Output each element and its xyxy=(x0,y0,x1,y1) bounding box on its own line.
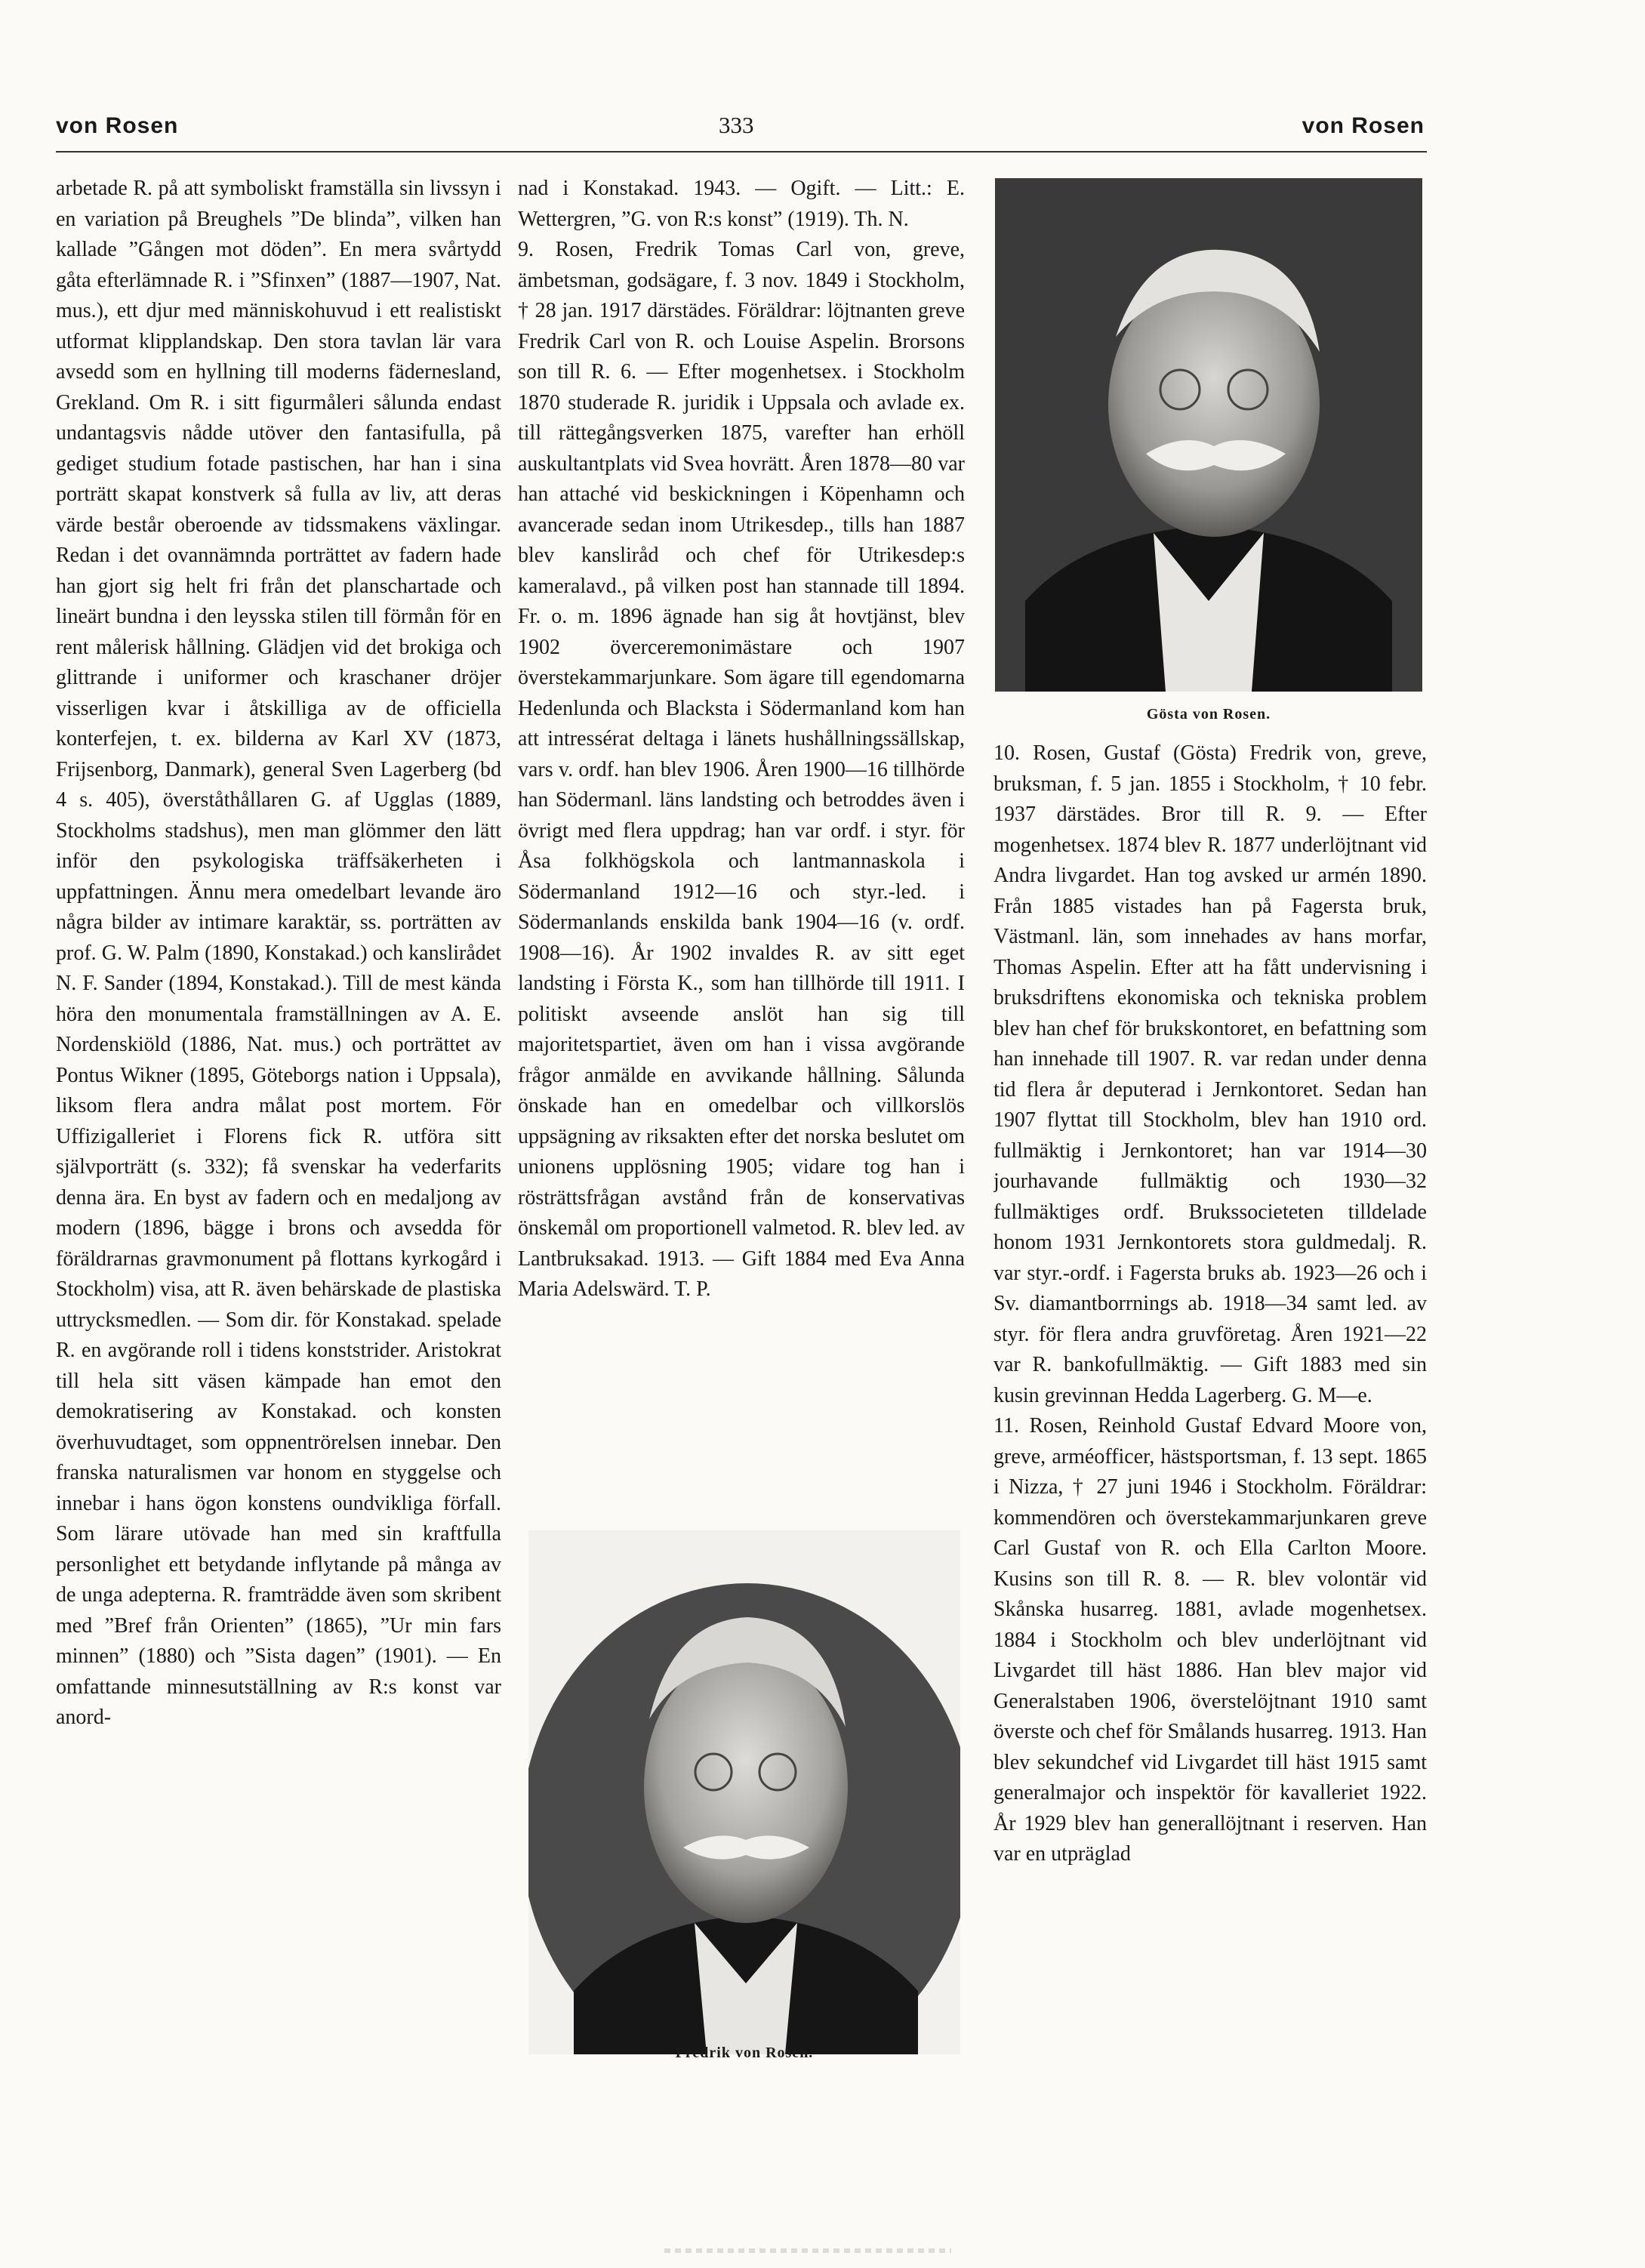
running-header-left: von Rosen xyxy=(56,113,179,138)
portrait-photo-gosta xyxy=(995,178,1422,692)
caption-gosta: Gösta von Rosen. xyxy=(1146,706,1271,723)
text-column-3: 10. Rosen, Gustaf (Gösta) Fredrik von, greve, bruksman, f. 5 jan. 1855 i Stockholm, † 10 febr. 1937 därstädes. Bror till R. 9. — Efter mogenhetsex. 1874 blev R. 1877 underlöjtnant vid Andra livgardet. Han tog avsked ur armén 1890. Från 1885 vistades han på Fagersta bruk, Västmanl. län, som innehades av hans morfar, Thomas Aspelin. Efter att ha fått undervisning i bruksdriftens ekonomiska och tekniska problem blev han chef för brukskontoret, en befattning som han innehade till 1907. R. var redan under denna tid flera år deputerad i Jernkontoret. Sedan han 1907 flyttat till Stockholm, blev han 1910 ord. fullmäktig i Jernkontoret; han var 1914—30 jourhavande fullmäktig och 1930—32 fullmäktiges ordf. Brukssocieteten tilldelade honom 1931 Jernkontorets stora guldmedalj. R. var styr.-ordf. i Fagersta bruks ab. 1923—26 och i Sv. diamantborrnings ab. 1918—34 samt led. av styr. för flera andra gruvföretag. Åren 1921—22 var R. bankofullmäktig. — Gift 1883 med sin kusin grevinnan Hedda Lagerberg. G. M—e. 11. Rosen, Reinhold Gustaf Edvard Moore von, greve, arméofficer, hästsportsman, f. 13 sept. 1865 i Nizza, † 27 juni 1946 i Stockholm. Föräldrar: kommendören och överstekammarjunkaren greve Carl Gustaf von R. och Ella Carlton Moore. Kusins son till R. 8. — R. blev volontär vid Skånska husarreg. 1881, avlade mogenhetsex. 1884 i Stockholm och blev underlöjtnant vid Livgardet till häst 1886. Han blev major vid Generalstaben 1906, överstelöjtnant 1910 samt överste och chef för Smålands husarreg. 1913. Han blev sekundchef vid Livgardet till häst 1915 samt generalmajor och inspektör för kavalleriet 1922. År 1929 blev han generallöjtnant i reserven. Han var en utpräglad xyxy=(993,741,1427,1866)
scan-artifact-footer xyxy=(664,2248,951,2253)
portrait-photo-fredrik xyxy=(528,1530,960,2054)
text-column-2: nad i Konstakad. 1943. — Ogift. — Litt.: E. Wettergren, ”G. von R:s konst” (1919). Th. N. 9. Rosen, Fredrik Tomas Carl von, greve, ämbetsman, godsägare, f. 3 nov. 1849 i Stockholm, † 28 jan. 1917 därstädes. Föräldrar: löjtnanten greve Fredrik Carl von R. och Louise Aspelin. Brorsons son till R. 6. — Efter mogenhetsex. i Stockholm 1870 studerade R. juridik i Uppsala och avlade ex. till rättegångsverken 1875, varefter han erhöll auskultantplats vid Svea hovrätt. Åren 1878—80 var han attaché vid beskickningen i Köpenhamn och avancerade sedan inom Utrikesdep., tills han 1887 blev kansliråd och chef för Utrikesdep:s kameralavd., på vilken post han stannade till 1894. Fr. o. m. 1896 ägnade han sig åt hovtjänst, blev 1902 överceremonimästare och 1907 överstekammarjunkare. Som ägare till egendomarna Hedenlunda och Blacksta i Södermanland kom han att intressérat deltaga i länets hushållningssällskap, vars v. ordf. han blev 1906. Åren 1900—16 tillhörde han Södermanl. läns landsting och betroddes även i övrigt med flera uppdrag; han var ordf. i styr. för Åsa folkhögskola och lantmannaskola i Södermanland 1912—16 och styr.-led. i Södermanlands enskilda bank 1904—16 (v. ordf. 1908—16). År 1902 invaldes R. av sitt eget landsting i Första K., som han tillhörde till 1911. I politiskt avseende anslöt han sig till majoritetspartiet, även om han i vissa avgörande frågor anmälde en avvikande hållning. Sålunda önskade han en omedelbar och villkorslös uppsägning av riksakten efter det norska beslutet om unionens upplösning 1905; vidare tog han i rösträttsfrågan avstånd från de konservativas önskemål om proportionell valmetod. R. blev led. av Lantbruksakad. 1913. — Gift 1884 med Eva Anna Maria Adelswärd. T. P. xyxy=(518,177,965,1301)
caption-fredrik: Fredrik von Rosen. xyxy=(675,2045,814,2061)
page-number: 333 xyxy=(719,112,754,138)
text-column-1: arbetade R. på att symboliskt framställa sin livssyn i en variation på Breughels ”De blinda”, vilken han kallade ”Gången mot döden”. En mera svårtydd gåta efterlämnade R. i ”Sfinxen” (1887—1907, Nat. mus.), ett djur med människohuvud i ett realistiskt utformat klipplandskap. Den stora tavlan lär vara avsedd som en hyllning till moderns fädernesland, Grekland. Om R. i sitt figurmåleri sålunda endast undantagsvis nådde utöver den fantasifulla, på gediget studium fotade pastischen, har han i sina porträtt skapat konstverk så fulla av liv, att deras värde består oberoende av tidssmakens växlingar. Redan i det ovannämnda porträttet av fadern hade han gjort sig helt fri från det planschartade och lineärt bundna i den leysska stilen till förmån för en rent målerisk hållning. Glädjen vid det brokiga och glittrande i uniformer och kraschaner dröjer visserligen kvar i åtskilliga av de officiella konterfejen, t. ex. bilderna av Karl XV (1873, Frijsenborg, Danmark), general Sven Lagerberg (bd 4 s. 405), överståthållaren G. af Ugglas (1889, Stockholms stadshus), men man glömmer den lätt inför den psykologiska träffsäkerheten i uppfattningen. Ännu mera omedelbart levande äro några bilder av intimare karaktär, ss. porträtten av prof. G. W. Palm (1890, Konstakad.) och kanslirådet N. F. Sander (1894, Konstakad.). Till de mest kända höra den monumentala framställningen av A. E. Nordenskiöld (1886, Nat. mus.) och porträttet av Pontus Wikner (1895, Göteborgs nation i Uppsala), liksom flera andra målat post mortem. För Uffizigalleriet i Florens fick R. utföra sitt självporträtt (s. 332); få svenskar ha vederfarits denna ära. En byst av fadern och en medaljong av modern (1896, bägge i brons och avsedda för föräldrarnas gravmonument på flottans kyrkogård i Stockholm) visa, att R. även behärskade de plastiska uttrycksmedlen. — Som dir. för Konstakad. spelade R. en avgörande roll i tidens konststrider. Aristokrat till hela sitt väsen kämpade han emot den demokratisering av Konstakad. och konsten överhuvudtaget, som oppnentrörelsen innebar. Den franska naturalismen var honom en styggelse och innebar i hans ögon konstens oundvikliga förfall. Som lärare utövade han med sin kraftfulla personlighet ett betydande inflytande på många av de unga adepterna. R. framträdde även som skribent med ”Bref från Orienten” (1865), ”Ur min fars minnen” (1880) och ”Sista dagen” (1901). — En omfattande minnesutställning av R:s konst var anord- xyxy=(56,177,501,1729)
header-rule xyxy=(56,151,1427,153)
running-header-right: von Rosen xyxy=(1302,113,1425,138)
